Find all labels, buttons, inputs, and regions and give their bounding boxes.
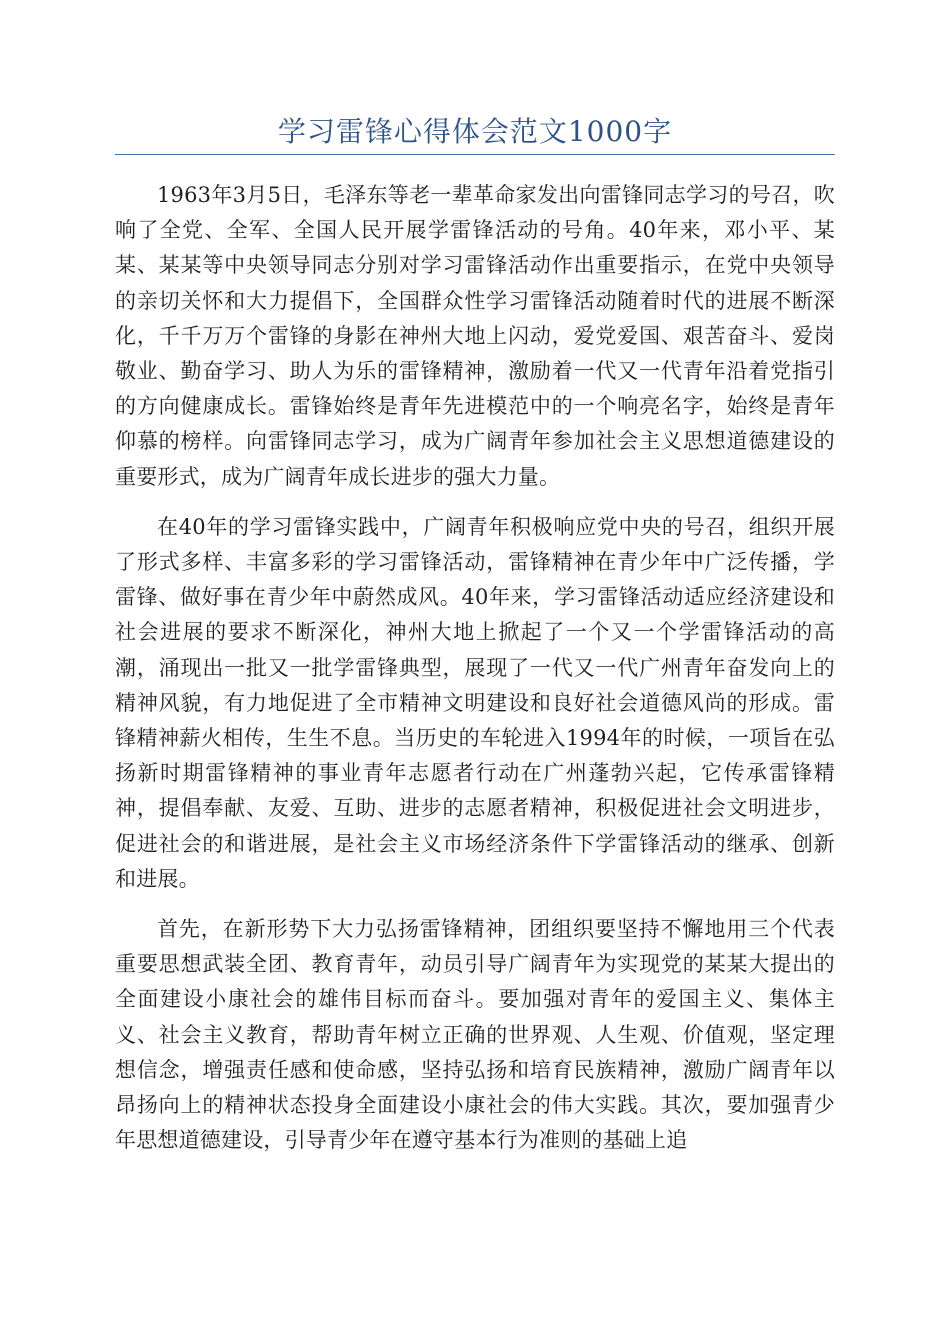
paragraph-1: 1963年3月5日，毛泽东等老一辈革命家发出向雷锋同志学习的号召，吹响了全党、全军、全国人民开展学雷锋活动的号角。40年来，邓小平、某某、某某等中央领导同志分别对学习雷锋活动作出重要指示，在党中央领导的亲切关怀和大力提倡下，全国群众性学习雷锋活动随着时代的进展不断深化，千千万万个雷锋的身影在神州大地上闪动，爱党爱国、艰苦奋斗、爱岗敬业、勤奋学习、助人为乐的雷锋精神，激励着一代又一代青年沿着党指引的方向健康成长。雷锋始终是青年先进模范中的一个响亮名字，始终是青年仰慕的榜样。向雷锋同志学习，成为广阔青年参加社会主义思想道德建设的重要形式，成为广阔青年成长进步的强大力量。 xyxy=(115,183,835,489)
paragraph-2: 在40年的学习雷锋实践中，广阔青年积极响应党中央的号召，组织开展了形式多样、丰富多彩的学习雷锋活动，雷锋精神在青少年中广泛传播，学雷锋、做好事在青少年中蔚然成风。40年来，学习雷锋活动适应经济建设和社会进展的要求不断深化，神州大地上掀起了一个又一个学雷锋活动的高潮，涌现出一批又一批学雷锋典型，展现了一代又一代广州青年奋发向上的精神风貌，有力地促进了全市精神文明建设和良好社会道德风尚的形成。雷锋精神薪火相传，生生不息。当历史的车轮进入1994年的时候，一项旨在弘扬新时期雷锋精神的事业青年志愿者行动在广州蓬勃兴起，它传承雷锋精神，提倡奉献、友爱、互助、进步的志愿者精神，积极促进社会文明进步，促进社会的和谐进展，是社会主义市场经济条件下学雷锋活动的继承、创新和进展。 xyxy=(115,514,835,891)
title-underline xyxy=(115,154,835,155)
document-title: 学习雷锋心得体会范文1000字 xyxy=(277,115,673,148)
document-body xyxy=(115,178,835,1173)
paragraph-3: 首先，在新形势下大力弘扬雷锋精神，团组织要坚持不懈地用三个代表重要思想武装全团、教育青年，动员引导广阔青年为实现党的某某大提出的全面建设小康社会的雄伟目标而奋斗。要加强对青年的爱国主义、集体主义、社会主义教育，帮助青年树立正确的世界观、人生观、价值观，坚定理想信念，增强责任感和使命感，坚持弘扬和培育民族精神，激励广阔青年以昂扬向上的精神状态投身全面建设小康社会的伟大实践。其次，要加强青少年思想道德建设，引导青少年在遵守基本行为准则的基础上追 xyxy=(115,917,835,1153)
